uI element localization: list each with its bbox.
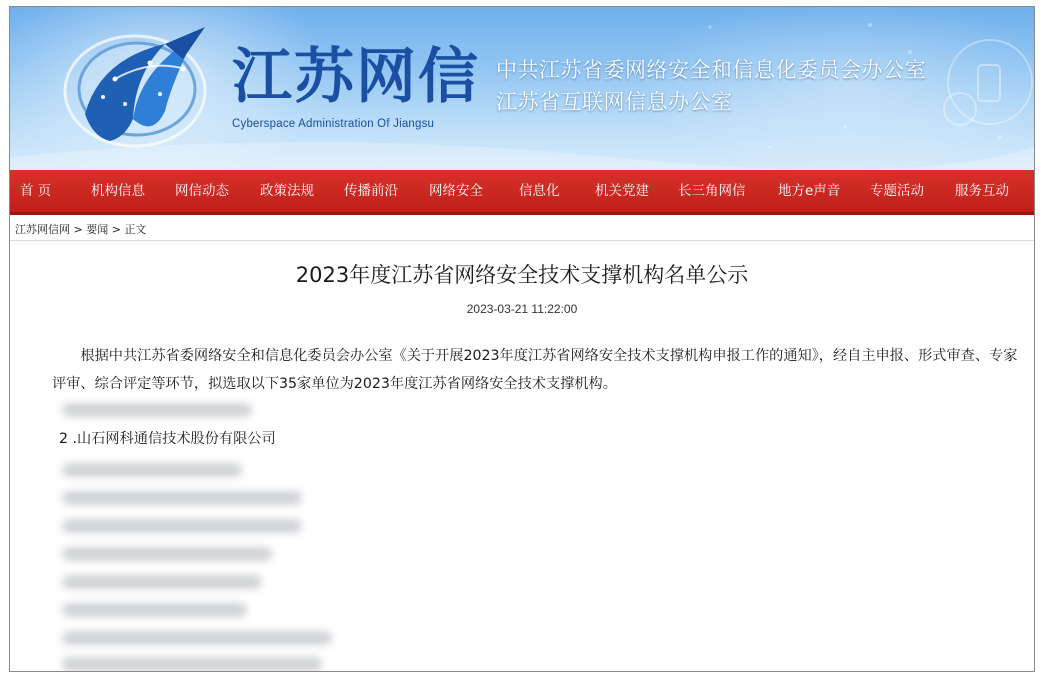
- nav-item-security[interactable]: 网络安全: [429, 183, 483, 199]
- nav-item-policies[interactable]: 政策法规: [260, 183, 314, 199]
- nav-item-frontier[interactable]: 传播前沿: [344, 183, 398, 199]
- redacted-list-item: [62, 547, 272, 561]
- redacted-list-item: [62, 603, 247, 617]
- breadcrumb-current: 正文: [124, 223, 147, 236]
- breadcrumb-home-link[interactable]: 江苏网信网: [15, 223, 70, 236]
- list-item: 2 .山石网科通信技术股份有限公司: [59, 431, 276, 447]
- site-header-banner: [10, 7, 1034, 170]
- nav-item-special-events[interactable]: 专题活动: [870, 183, 924, 199]
- breadcrumb-separator: >: [111, 223, 121, 236]
- article-body-paragraph: 根据中共江苏省委网络安全和信息化委员会办公室《关于开展2023年度江苏省网络安全技术支撑机构申报工作的通知》，经自主申报、形式审查、专家评审、综合评定等环节，拟选取以下35家单位为2023年度江苏省网络安全技术支撑机构。: [52, 348, 1018, 392]
- nav-item-local-voice[interactable]: 地方e声音: [778, 183, 841, 199]
- org-name-line-2: 江苏省互联网信息办公室: [496, 90, 733, 114]
- redacted-list-item: [62, 631, 332, 645]
- redacted-list-item: [62, 403, 252, 417]
- breadcrumb-separator: >: [73, 223, 83, 236]
- breadcrumb: [15, 221, 146, 237]
- nav-item-news[interactable]: 网信动态: [175, 183, 229, 199]
- nav-item-services[interactable]: 服务互动: [955, 183, 1009, 199]
- site-brand-title: 江苏网信: [232, 42, 480, 112]
- redacted-list-item: [62, 519, 302, 533]
- jiangsu-cyberspace-logo-icon: [55, 19, 225, 154]
- article-date: 2023-03-21 11:22:00: [466, 302, 578, 316]
- redacted-list-item: [62, 491, 302, 505]
- breadcrumb-divider: [10, 240, 1034, 241]
- site-brand-english: Cyberspace Administration Of Jiangsu: [232, 118, 435, 130]
- nav-item-organization[interactable]: 机构信息: [91, 183, 145, 199]
- article-title: 2023年度江苏省网络安全技术支撑机构名单公示: [295, 263, 749, 287]
- nav-item-informatization[interactable]: 信息化: [519, 183, 560, 199]
- nav-item-yangtze-delta[interactable]: 长三角网信: [678, 183, 746, 199]
- breadcrumb-section-link[interactable]: 要闻: [86, 223, 109, 236]
- org-name-line-1: 中共江苏省委网络安全和信息化委员会办公室: [496, 58, 926, 82]
- redacted-list-item: [62, 657, 322, 671]
- nav-item-party[interactable]: 机关党建: [595, 183, 649, 199]
- redacted-list-item: [62, 463, 242, 477]
- page-frame: [9, 6, 1035, 672]
- redacted-list-item: [62, 575, 262, 589]
- nav-item-home[interactable]: 首 页: [20, 183, 52, 199]
- organization-names: [496, 54, 926, 118]
- main-navigation: [10, 170, 1034, 215]
